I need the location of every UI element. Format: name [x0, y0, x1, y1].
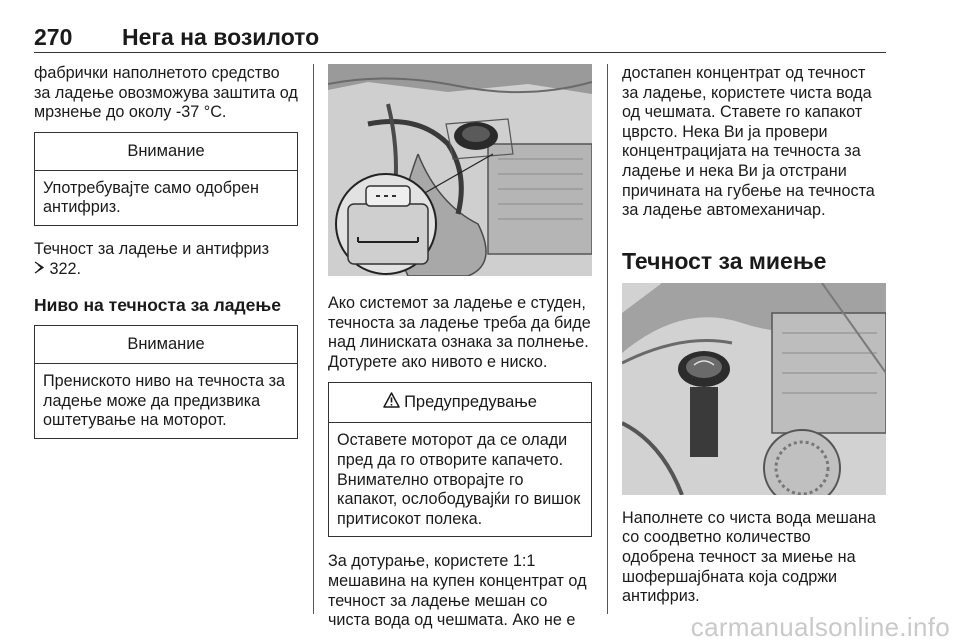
page-header — [34, 24, 886, 53]
topup-paragraph: За дотурање, користете 1:1 мешавина на купен концентрат од течност за ладење мешан со чиста вода од чешмата. Ако не е — [328, 552, 587, 630]
warning-heading: Предупредување — [404, 393, 537, 412]
coolant-reference — [34, 240, 298, 279]
notice-box-level — [34, 325, 298, 439]
coolant-reference-text: Течност за ладење и антифриз — [34, 239, 270, 258]
column-1 — [34, 64, 298, 439]
warning-heading-row — [329, 383, 591, 423]
washer-fill-paragraph: Наполнете со чиста вода мешана со соодветно количество одобрена течност за миење на шофершајбната која содржи антифриз. — [622, 508, 876, 606]
column-2 — [328, 64, 592, 631]
watermark: carmanualsonline.info — [690, 612, 950, 642]
washer-reservoir-illustration — [622, 283, 886, 495]
warning-box — [328, 382, 592, 537]
intro-paragraph: фабрички наполнетото средство за ладење овозможува заштита од мрзнење до околу -37 °C. — [34, 64, 298, 122]
column-divider-2 — [607, 64, 608, 614]
notice-heading: Внимание — [35, 326, 297, 364]
notice-box-antifreeze — [34, 132, 298, 226]
warning-body: Оставете моторот да се олади пред да го отворите капачето. Внимателно отворајте го капакот, ослободувајќи го вишок притисокот полека. — [337, 431, 581, 528]
column-3 — [622, 64, 886, 607]
cold-system-paragraph: Ако системот за ладење е студен, течноста за ладење треба да биде над линиската ознака за полнење. Дотурете ако нивото е ниско. — [328, 294, 591, 371]
coolant-level-heading: Ниво на течноста за ладење — [34, 295, 281, 316]
running-title: Нега на возилото — [122, 24, 320, 50]
continued-paragraph: достапен концентрат од течност за ладење, користете чиста вода од чешмата. Ставете го капакот цврсто. Нека Ви ја провери концентрацијата на течноста за ладење и нека Ви ја отстрани причината на губење на течноста за ладење автомеханичар. — [622, 64, 875, 220]
page-number: 270 — [34, 24, 73, 50]
notice-heading: Внимание — [35, 133, 297, 171]
warning-triangle-icon — [383, 392, 400, 413]
notice-body: Прениското ниво на течноста за ладење може да предизвика оштетување на моторот. — [43, 372, 286, 430]
page-reference-number: 322. — [49, 259, 82, 278]
column-divider-1 — [313, 64, 314, 614]
notice-body: Употребувајте само одобрен антифриз. — [43, 178, 260, 217]
page-reference-icon — [34, 260, 50, 278]
washer-fluid-heading: Течност за миење — [622, 247, 827, 274]
coolant-reservoir-illustration — [328, 64, 592, 276]
